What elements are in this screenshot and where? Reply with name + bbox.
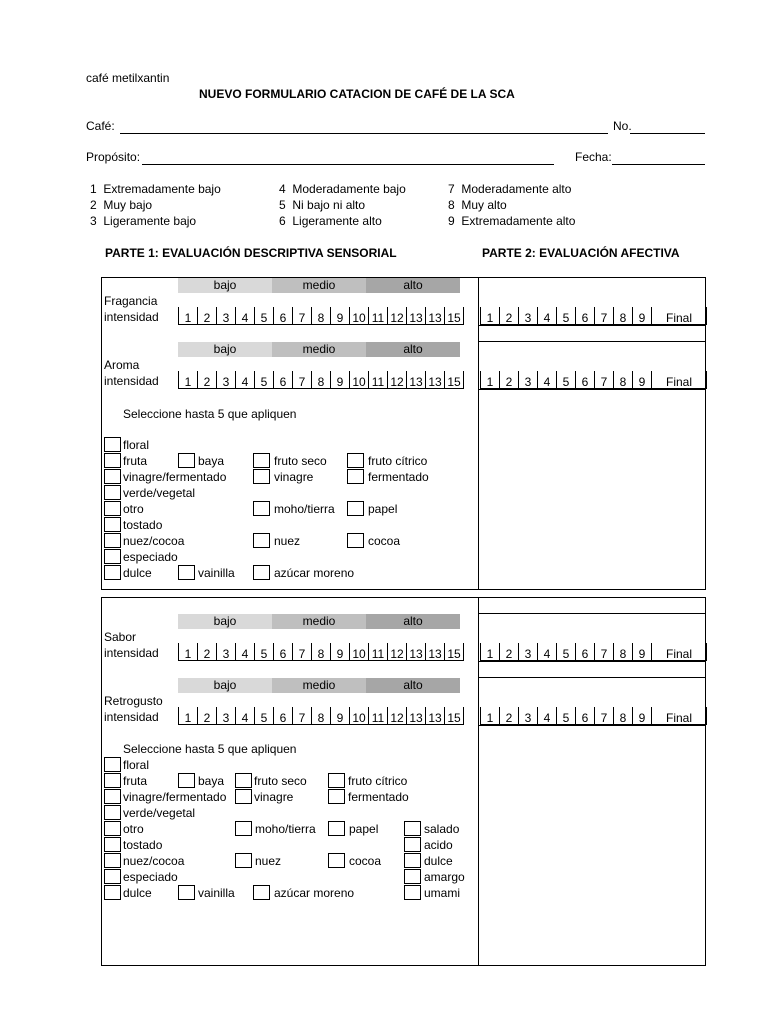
affective-cell[interactable]: 4 [538, 707, 557, 725]
descriptor-label: otro [123, 502, 144, 516]
intensity-cell[interactable]: 11 [369, 643, 388, 661]
descriptor-label: vinagre/fermentado [123, 790, 227, 804]
checkbox-floral[interactable] [104, 757, 121, 772]
intensity-cell[interactable]: 2 [198, 307, 217, 325]
cafe-input[interactable] [120, 133, 608, 134]
intensity-cell[interactable]: 15 [445, 307, 464, 325]
intensity-cell[interactable]: 6 [274, 307, 293, 325]
scale-item: 1 Extremadamente bajo [90, 182, 221, 196]
descriptor-label: vinagre [254, 790, 294, 804]
descriptor-label: nuez/cocoa [123, 854, 185, 868]
checkbox-papel[interactable] [328, 821, 345, 836]
checkbox-azucar-moreno[interactable] [253, 565, 270, 580]
intensidad-label: intensidad [104, 310, 159, 324]
cafe-label: Café: [86, 119, 115, 133]
checkbox-fermentado[interactable] [347, 469, 364, 484]
affective-cell[interactable]: 6 [576, 643, 595, 661]
intensity-cell[interactable]: 13 [407, 371, 426, 389]
descriptor-label: floral [123, 438, 150, 452]
band-high: alto [366, 678, 460, 693]
checkbox-baya[interactable] [178, 453, 195, 468]
intensity-cell[interactable]: 4 [236, 371, 255, 389]
descriptor-label: dulce [123, 886, 152, 900]
intensity-cell[interactable]: 15 [445, 643, 464, 661]
band-mid: medio [272, 278, 366, 293]
descriptor-label: fruto cítrico [348, 774, 408, 788]
intensity-cell[interactable]: 1 [179, 307, 198, 325]
affective-scale[interactable] [480, 307, 707, 325]
checkbox-moho-tierra[interactable] [253, 501, 270, 516]
checkbox-fruta[interactable] [104, 453, 121, 468]
intensity-cell[interactable]: 8 [312, 371, 331, 389]
checkbox-fruto-seco[interactable] [235, 773, 252, 788]
affective-cell[interactable]: 4 [538, 643, 557, 661]
affective-cell[interactable]: 2 [500, 371, 519, 389]
checkbox-vinagre-fermentado[interactable] [104, 789, 121, 804]
intensity-cell[interactable]: 12 [388, 643, 407, 661]
band-mid: medio [272, 678, 366, 693]
descriptor-label: tostado [123, 518, 163, 532]
band-low: bajo [178, 342, 272, 357]
select-prompt: Seleccione hasta 5 que apliquen [123, 407, 297, 421]
intensity-cell[interactable]: 4 [236, 707, 255, 725]
intensity-cell[interactable]: 8 [312, 307, 331, 325]
intensity-cell[interactable]: 13 [426, 643, 445, 661]
affective-cell[interactable]: 5 [557, 307, 576, 325]
intensity-cell[interactable]: 13 [426, 307, 445, 325]
checkbox-otro[interactable] [104, 501, 121, 516]
checkbox-especiado[interactable] [104, 549, 121, 564]
descriptor-label: papel [349, 822, 379, 836]
sabor-label: Sabor [104, 630, 137, 644]
checkbox-tostado[interactable] [104, 837, 121, 852]
part2-heading: PARTE 2: EVALUACIÓN AFECTIVA [482, 246, 680, 260]
checkbox-nuez[interactable] [235, 853, 252, 868]
band-low: bajo [178, 614, 272, 629]
checkbox-vinagre[interactable] [253, 469, 270, 484]
checkbox-salado[interactable] [404, 821, 421, 836]
intensity-cell[interactable]: 5 [255, 643, 274, 661]
affective-cell[interactable]: 9 [633, 307, 652, 325]
descriptor-label: nuez/cocoa [123, 534, 185, 548]
descriptor-label: vainilla [198, 886, 235, 900]
scale-item: 5 Ni bajo ni alto [279, 198, 366, 212]
affective-cell[interactable]: 2 [500, 707, 519, 725]
descriptor-label: moho/tierra [255, 822, 316, 836]
descriptor-label: moho/tierra [274, 502, 335, 516]
intensity-cell[interactable]: 10 [350, 707, 369, 725]
intensity-cell[interactable]: 10 [350, 643, 369, 661]
intensity-cell[interactable]: 8 [312, 707, 331, 725]
affective-cell[interactable]: 1 [481, 707, 500, 725]
affective-cell[interactable]: 8 [614, 707, 633, 725]
affective-cell[interactable]: 1 [481, 371, 500, 389]
scale-item: 7 Moderadamente alto [448, 182, 572, 196]
affective-cell[interactable]: 5 [557, 707, 576, 725]
checkbox-cocoa[interactable] [347, 533, 364, 548]
descriptor-label: especiado [123, 870, 178, 884]
band-mid: medio [272, 614, 366, 629]
affective-cell[interactable]: 9 [633, 643, 652, 661]
scale-item: 3 Ligeramente bajo [90, 214, 197, 228]
checkbox-cocoa[interactable] [328, 853, 345, 868]
descriptor-label: tostado [123, 838, 163, 852]
checkbox-verde-vegetal[interactable] [104, 485, 121, 500]
descriptor-label: verde/vegetal [123, 486, 196, 500]
checkbox-especiado[interactable] [104, 869, 121, 884]
intensity-cell[interactable]: 11 [369, 307, 388, 325]
fragancia-label: Fragancia [104, 294, 158, 308]
checkbox-fruto-citrico[interactable] [347, 453, 364, 468]
section1-divider [478, 277, 479, 590]
affective-cell[interactable]: 7 [595, 707, 614, 725]
checkbox-fruto-citrico[interactable] [328, 773, 345, 788]
final-cell[interactable]: Final [652, 371, 707, 389]
fecha-input[interactable] [612, 164, 705, 165]
intensity-cell[interactable]: 2 [198, 371, 217, 389]
intensity-cell[interactable]: 1 [179, 643, 198, 661]
intensidad-label: intensidad [104, 646, 159, 660]
descriptor-label: cocoa [368, 534, 401, 548]
affective-cell[interactable]: 2 [500, 307, 519, 325]
descriptor-label: vinagre/fermentado [123, 470, 227, 484]
descriptor-label: baya [198, 454, 225, 468]
intensidad-label: intensidad [104, 374, 159, 388]
intensity-cell[interactable]: 4 [236, 643, 255, 661]
intensity-cell[interactable]: 13 [407, 643, 426, 661]
intensity-cell[interactable]: 3 [217, 307, 236, 325]
descriptor-label: fruta [123, 774, 148, 788]
section2-divider [478, 597, 479, 966]
descriptor-label: acido [424, 838, 453, 852]
part1-heading: PARTE 1: EVALUACIÓN DESCRIPTIVA SENSORIAL [105, 246, 397, 260]
proposito-input[interactable] [142, 164, 554, 165]
scale-item: 6 Ligeramente alto [279, 214, 382, 228]
checkbox-papel[interactable] [347, 501, 364, 516]
intensity-cell[interactable]: 9 [331, 307, 350, 325]
intensity-cell[interactable]: 4 [236, 307, 255, 325]
affective-cell[interactable]: 3 [519, 707, 538, 725]
band-mid: medio [272, 342, 366, 357]
band-high: alto [366, 614, 460, 629]
affective-cell[interactable]: 8 [614, 371, 633, 389]
descriptor-label: papel [368, 502, 398, 516]
intensity-scale[interactable] [178, 707, 464, 725]
intensity-cell[interactable]: 6 [274, 707, 293, 725]
affective-scale[interactable] [480, 707, 707, 725]
descriptor-label: otro [123, 822, 144, 836]
checkbox-azucar-moreno[interactable] [253, 885, 270, 900]
row-divider [478, 677, 706, 678]
intensity-cell[interactable]: 2 [198, 707, 217, 725]
intensity-cell[interactable]: 15 [445, 707, 464, 725]
intensity-cell[interactable]: 5 [255, 307, 274, 325]
intensity-cell[interactable]: 7 [293, 707, 312, 725]
affective-cell[interactable]: 1 [481, 643, 500, 661]
checkbox-fruto-seco[interactable] [253, 453, 270, 468]
form-title: NUEVO FORMULARIO CATACION DE CAFÉ DE LA SCA [199, 87, 515, 101]
intensity-cell[interactable]: 1 [179, 371, 198, 389]
descriptor-label: dulce [123, 566, 152, 580]
intensity-cell[interactable]: 3 [217, 707, 236, 725]
intensity-cell[interactable]: 7 [293, 371, 312, 389]
intensity-cell[interactable]: 10 [350, 307, 369, 325]
affective-cell[interactable]: 5 [557, 643, 576, 661]
intensity-cell[interactable]: 12 [388, 371, 407, 389]
checkbox-vinagre[interactable] [235, 789, 252, 804]
affective-cell[interactable]: 3 [519, 371, 538, 389]
checkbox-nuez[interactable] [253, 533, 270, 548]
band-high: alto [366, 278, 460, 293]
scale-item: 9 Extremadamente alto [448, 214, 576, 228]
band-high: alto [366, 342, 460, 357]
intensity-cell[interactable]: 7 [293, 643, 312, 661]
row-divider [478, 613, 706, 614]
checkbox-dulce-taste[interactable] [404, 853, 421, 868]
scale-item: 2 Muy bajo [90, 198, 153, 212]
intensity-cell[interactable]: 3 [217, 643, 236, 661]
affective-cell[interactable]: 4 [538, 371, 557, 389]
intensity-cell[interactable]: 2 [198, 643, 217, 661]
descriptor-label: nuez [274, 534, 301, 548]
affective-cell[interactable]: 1 [481, 307, 500, 325]
row-divider [478, 341, 706, 342]
affective-cell[interactable]: 8 [614, 307, 633, 325]
no-input[interactable] [630, 133, 705, 134]
checkbox-moho-tierra[interactable] [235, 821, 252, 836]
intensity-cell[interactable]: 10 [350, 371, 369, 389]
descriptor-label: fermentado [348, 790, 409, 804]
descriptor-label: vinagre [274, 470, 314, 484]
checkbox-amargo[interactable] [404, 869, 421, 884]
row-divider [478, 325, 706, 326]
intensity-cell[interactable]: 3 [217, 371, 236, 389]
checkbox-vainilla[interactable] [178, 565, 195, 580]
descriptor-label: floral [123, 758, 150, 772]
checkbox-tostado[interactable] [104, 517, 121, 532]
intensity-cell[interactable]: 7 [293, 307, 312, 325]
scale-item: 4 Moderadamente bajo [279, 182, 406, 196]
intensity-cell[interactable]: 6 [274, 371, 293, 389]
descriptor-label: verde/vegetal [123, 806, 196, 820]
intensity-cell[interactable]: 12 [388, 707, 407, 725]
affective-cell[interactable]: 4 [538, 307, 557, 325]
affective-cell[interactable]: 3 [519, 643, 538, 661]
intensity-cell[interactable]: 9 [331, 707, 350, 725]
affective-cell[interactable]: 9 [633, 371, 652, 389]
descriptor-label: fruto seco [254, 774, 307, 788]
affective-cell[interactable]: 6 [576, 307, 595, 325]
checkbox-fruta[interactable] [104, 773, 121, 788]
descriptor-label: fruta [123, 454, 148, 468]
select-prompt: Seleccione hasta 5 que apliquen [123, 742, 297, 756]
checkbox-umami[interactable] [404, 885, 421, 900]
checkbox-acido[interactable] [404, 837, 421, 852]
intensity-cell[interactable]: 9 [331, 643, 350, 661]
intensity-cell[interactable]: 8 [312, 643, 331, 661]
descriptor-label: amargo [424, 870, 465, 884]
intensity-cell[interactable]: 11 [369, 707, 388, 725]
fecha-label: Fecha: [575, 150, 612, 164]
checkbox-floral[interactable] [104, 437, 121, 452]
descriptor-label: dulce [424, 854, 453, 868]
descriptor-label: fruto seco [274, 454, 327, 468]
checkbox-otro[interactable] [104, 821, 121, 836]
affective-cell[interactable]: 6 [576, 371, 595, 389]
descriptor-label: salado [424, 822, 460, 836]
descriptor-label: nuez [255, 854, 282, 868]
descriptor-label: baya [198, 774, 225, 788]
affective-cell[interactable]: 7 [595, 371, 614, 389]
intensity-scale[interactable] [178, 307, 464, 325]
intensity-cell[interactable]: 13 [426, 707, 445, 725]
intensity-cell[interactable]: 12 [388, 307, 407, 325]
descriptor-label: vainilla [198, 566, 235, 580]
checkbox-nuez-cocoa[interactable] [104, 853, 121, 868]
intensity-cell[interactable]: 5 [255, 707, 274, 725]
checkbox-vinagre-fermentado[interactable] [104, 469, 121, 484]
intensity-cell[interactable]: 13 [426, 371, 445, 389]
checkbox-fermentado[interactable] [328, 789, 345, 804]
row-divider [478, 725, 706, 726]
row-divider [478, 389, 706, 390]
descriptor-label: azúcar moreno [274, 886, 355, 900]
descriptor-label: especiado [123, 550, 178, 564]
affective-cell[interactable]: 3 [519, 307, 538, 325]
intensity-scale[interactable] [178, 371, 464, 389]
intensity-cell[interactable]: 9 [331, 371, 350, 389]
descriptor-label: umami [424, 886, 461, 900]
row-divider [478, 661, 706, 662]
intensity-cell[interactable]: 5 [255, 371, 274, 389]
affective-cell[interactable]: 7 [595, 307, 614, 325]
band-low: bajo [178, 678, 272, 693]
affective-cell[interactable]: 5 [557, 371, 576, 389]
aroma-label: Aroma [104, 358, 140, 372]
final-cell[interactable]: Final [652, 707, 707, 725]
affective-cell[interactable]: 2 [500, 643, 519, 661]
intensity-cell[interactable]: 6 [274, 643, 293, 661]
affective-scale[interactable] [480, 643, 707, 661]
affective-scale[interactable] [480, 371, 707, 389]
affective-cell[interactable]: 8 [614, 643, 633, 661]
scale-item: 8 Muy alto [448, 198, 507, 212]
intensidad-label: intensidad [104, 710, 159, 724]
descriptor-label: cocoa [349, 854, 382, 868]
affective-cell[interactable]: 9 [633, 707, 652, 725]
checkbox-dulce[interactable] [104, 885, 121, 900]
brand-name: café metilxantin [86, 71, 170, 85]
affective-cell[interactable]: 7 [595, 643, 614, 661]
checkbox-vainilla[interactable] [178, 885, 195, 900]
affective-cell[interactable]: 6 [576, 707, 595, 725]
descriptor-label: azúcar moreno [274, 566, 355, 580]
retrogusto-label: Retrogusto [104, 694, 163, 708]
proposito-label: Propósito: [86, 150, 141, 164]
descriptor-label: fermentado [368, 470, 429, 484]
final-cell[interactable]: Final [652, 643, 707, 661]
intensity-cell[interactable]: 1 [179, 707, 198, 725]
checkbox-nuez-cocoa[interactable] [104, 533, 121, 548]
intensity-scale[interactable] [178, 643, 464, 661]
checkbox-dulce[interactable] [104, 565, 121, 580]
descriptor-label: fruto cítrico [368, 454, 428, 468]
band-low: bajo [178, 278, 272, 293]
intensity-cell[interactable]: 13 [407, 307, 426, 325]
intensity-cell[interactable]: 15 [445, 371, 464, 389]
intensity-cell[interactable]: 13 [407, 707, 426, 725]
checkbox-verde-vegetal[interactable] [104, 805, 121, 820]
no-label: No. [613, 119, 632, 133]
checkbox-baya[interactable] [178, 773, 195, 788]
intensity-cell[interactable]: 11 [369, 371, 388, 389]
final-cell[interactable]: Final [652, 307, 707, 325]
